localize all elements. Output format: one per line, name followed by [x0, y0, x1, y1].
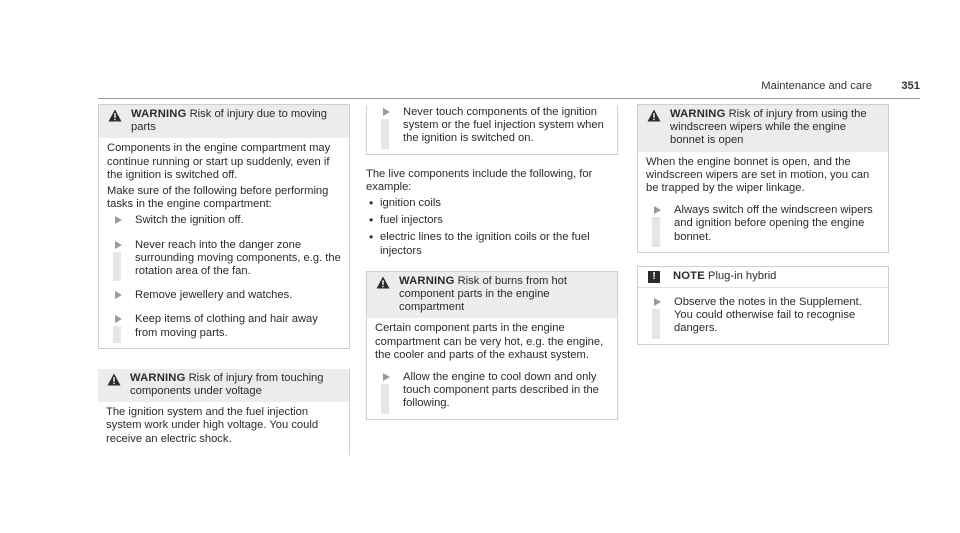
- exclamation-icon: !: [648, 271, 660, 283]
- warning-triangle-icon: [376, 276, 390, 289]
- warning-title: Risk of burns from hot component parts in the engine compartment: [399, 274, 568, 314]
- warning-triangle-icon: [107, 373, 121, 386]
- column-2: [366, 104, 618, 420]
- step-text: Remove jewellery and watches.: [135, 289, 293, 302]
- warning-header: [99, 105, 349, 138]
- warning-title: Risk of injury from using the windscreen wipers while the engine bonnet is open: [670, 108, 867, 147]
- action-step: [646, 204, 880, 244]
- note-plug-in-hybrid: [637, 266, 889, 345]
- note-body: [638, 288, 888, 344]
- warning-body: [367, 318, 617, 418]
- list-item: • ignition coils: [366, 197, 618, 210]
- arrow-icon: [115, 241, 122, 249]
- warning-triangle-icon: [108, 109, 122, 122]
- arrow-icon: [115, 291, 122, 299]
- warning-title: Risk of injury due to moving parts: [131, 108, 327, 134]
- arrow-icon: [383, 108, 390, 116]
- action-step: [646, 296, 880, 336]
- arrow-icon: [383, 373, 390, 381]
- arrow-icon: [654, 206, 661, 214]
- action-step: [107, 214, 341, 227]
- note-header: [638, 267, 888, 288]
- warning-body: [638, 152, 888, 252]
- live-components-intro: The live components include the following, for example:: [366, 167, 593, 193]
- warning-text: Make sure of the following before performing tasks in the engine compartment:: [107, 185, 329, 211]
- column-1: [98, 104, 350, 455]
- action-step: [107, 289, 341, 302]
- step-text: Always switch off the windscreen wipers and ignition before opening the engine bonnet.: [674, 204, 873, 243]
- step-text: Keep items of clothing and hair away from moving parts.: [135, 313, 318, 339]
- action-step: [375, 371, 609, 411]
- step-text: Switch the ignition off.: [135, 214, 244, 227]
- warning-label: WARNING: [399, 274, 455, 287]
- warning-body: [99, 138, 349, 347]
- warning-voltage: [98, 369, 350, 455]
- warning-label: WARNING: [130, 371, 186, 384]
- column-3: [637, 104, 889, 345]
- warning-text: The ignition system and the fuel injection system work under high voltage. You could receive an electric shock.: [106, 406, 319, 445]
- warning-header: [638, 105, 888, 152]
- page-number: 351: [901, 80, 920, 92]
- list-item: • electric lines to the ignition coils or the fuel injectors: [366, 231, 618, 257]
- action-step: [375, 106, 609, 146]
- note-label: NOTE: [673, 269, 705, 282]
- warning-triangle-icon: [647, 109, 661, 122]
- arrow-icon: [115, 315, 122, 323]
- list-item: • fuel injectors: [366, 214, 618, 227]
- warning-header: [367, 272, 617, 319]
- step-text: Allow the engine to cool down and only touch component parts described in the following.: [403, 371, 599, 410]
- warning-header: [98, 369, 349, 402]
- warning-text: Certain component parts in the engine compartment can be very hot, e.g. the engine, the cooler and parts of the exhaust system.: [375, 322, 604, 361]
- warning-burns: [366, 271, 618, 420]
- warning-label: WARNING: [131, 108, 187, 120]
- live-components-list: [366, 197, 618, 258]
- action-step: [107, 239, 341, 279]
- warning-label: WARNING: [670, 108, 726, 120]
- warning-text: Components in the engine compartment may continue running or start up suddenly, even if the ignition is switched off.: [107, 142, 331, 181]
- warning-moving-parts: [98, 104, 350, 349]
- step-text: Observe the notes in the Supplement. You could otherwise fail to recognise dangers.: [674, 296, 862, 335]
- warning-wipers: [637, 104, 889, 253]
- note-title: Plug-in hybrid: [708, 269, 777, 282]
- section-title: Maintenance and care: [761, 80, 872, 92]
- warning-body: [98, 402, 349, 455]
- header-rule: [98, 98, 920, 99]
- step-text: Never reach into the danger zone surrounding moving components, e.g. the rotation area of the fan.: [135, 238, 341, 278]
- step-text: Never touch components of the ignition system or the fuel injection system when the ignition is switched on.: [403, 106, 604, 145]
- action-step: [107, 313, 341, 339]
- warning-text: When the engine bonnet is open, and the windscreen wipers are set in motion, you can be trapped by the wiper linkage.: [646, 155, 870, 195]
- action-steps: [107, 214, 341, 339]
- arrow-icon: [654, 298, 661, 306]
- warning-title: Risk of injury from touching components under voltage: [130, 371, 324, 398]
- continued-warning: [366, 106, 618, 155]
- arrow-icon: [115, 216, 122, 224]
